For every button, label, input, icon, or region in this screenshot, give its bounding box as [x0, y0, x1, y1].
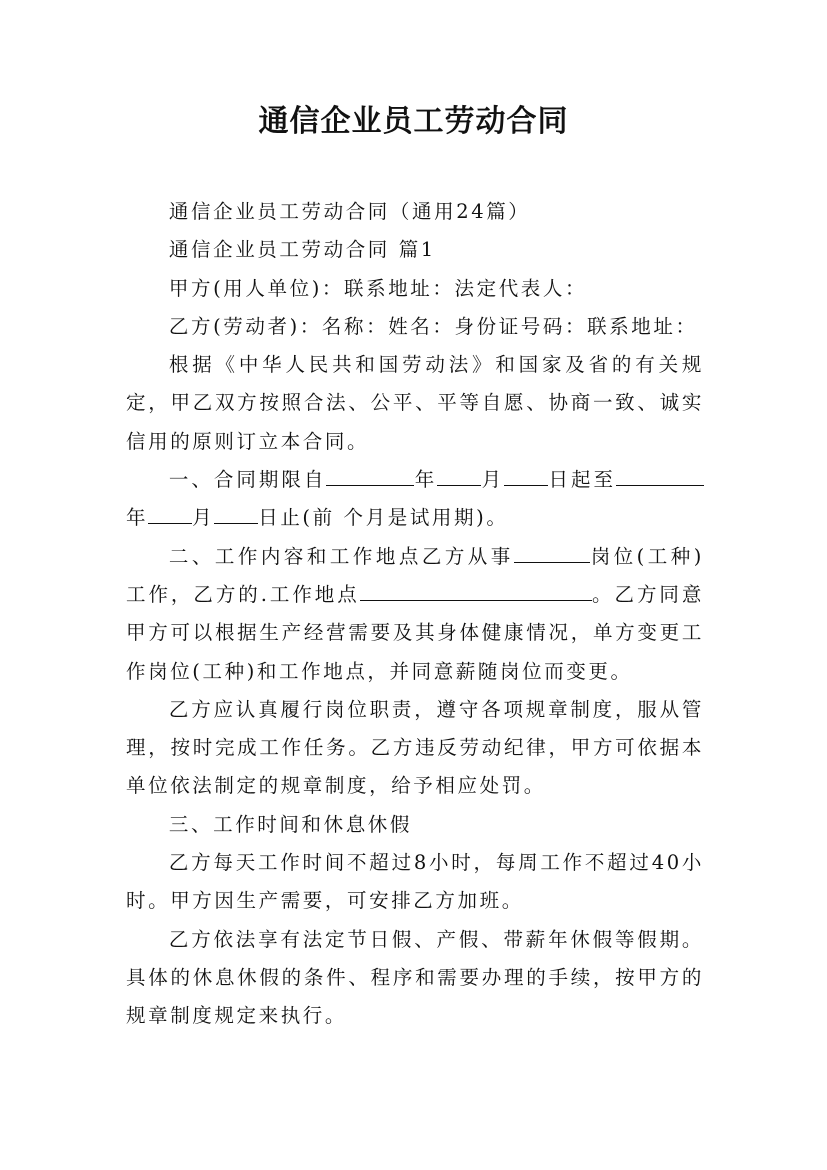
paragraph-clause-term — [126, 461, 704, 538]
paragraph-subtitle: 通信企业员工劳动合同（通用24篇） — [168, 200, 531, 223]
document-body — [126, 193, 704, 1036]
paragraph-section-hours: 三、工作时间和休息休假 — [168, 812, 412, 836]
paragraph-party-b: 乙方(劳动者)：名称：姓名：身份证号码：联系地址： — [168, 314, 698, 338]
clause-term-end: 日止(前 个月是试用期)。 — [258, 506, 509, 530]
clause-work-mid: 岗位(工种)工作，乙方的.工作地点 — [126, 544, 704, 606]
document-title: 通信企业员工劳动合同 — [258, 104, 569, 139]
clause-term-prefix: 一、合同期限自 — [168, 468, 327, 492]
clause-work-prefix: 二、工作内容和工作地点乙方从事 — [168, 544, 514, 568]
clause-work-end: 。乙方同意甲方可以根据生产经营需要及其身体健康情况，单方变更工作岗位(工种)和工作地点，并同意薪随岗位而变更。 — [126, 582, 704, 683]
paragraph-party-a: 甲方(用人单位)：联系地址：法定代表人： — [168, 276, 588, 300]
clause-term-month-label: 月 — [481, 468, 505, 492]
blank-end-day — [214, 506, 258, 525]
paragraph-part-heading: 通信企业员工劳动合同 篇1 — [168, 238, 436, 262]
paragraph-basis: 根据《中华人民共和国劳动法》和国家及省的有关规定，甲乙双方按照合法、公平、平等自愿、协商一致、诚实信用的原则订立本合同。 — [126, 353, 704, 453]
clause-term-month2-label: 月 — [192, 506, 215, 530]
paragraph-working-hours: 乙方每天工作时间不超过8小时，每周工作不超过40小时。甲方因生产需要，可安排乙方加班。 — [126, 851, 704, 913]
paragraph-leave: 乙方依法享有法定节日假、产假、带薪年休假等假期。具体的休息休假的条件、程序和需要办理的手续，按甲方的规章制度规定来执行。 — [126, 927, 704, 1028]
blank-end-month — [148, 506, 192, 525]
blank-end-year — [616, 468, 704, 487]
blank-start-year — [326, 468, 414, 487]
paragraph-duties: 乙方应认真履行岗位职责，遵守各项规章制度，服从管理，按时完成工作任务。乙方违反劳动纪律，甲方可依据本单位依法制定的规章制度，给予相应处罚。 — [126, 697, 704, 798]
blank-start-day — [504, 468, 548, 487]
blank-position — [514, 544, 590, 563]
clause-term-year2-label: 年 — [126, 506, 149, 530]
paragraph-clause-work — [126, 538, 704, 691]
blank-work-location — [360, 582, 592, 601]
clause-term-year-label: 年 — [414, 468, 438, 492]
blank-start-month — [437, 468, 481, 487]
clause-term-day-label: 日起至 — [548, 468, 616, 492]
